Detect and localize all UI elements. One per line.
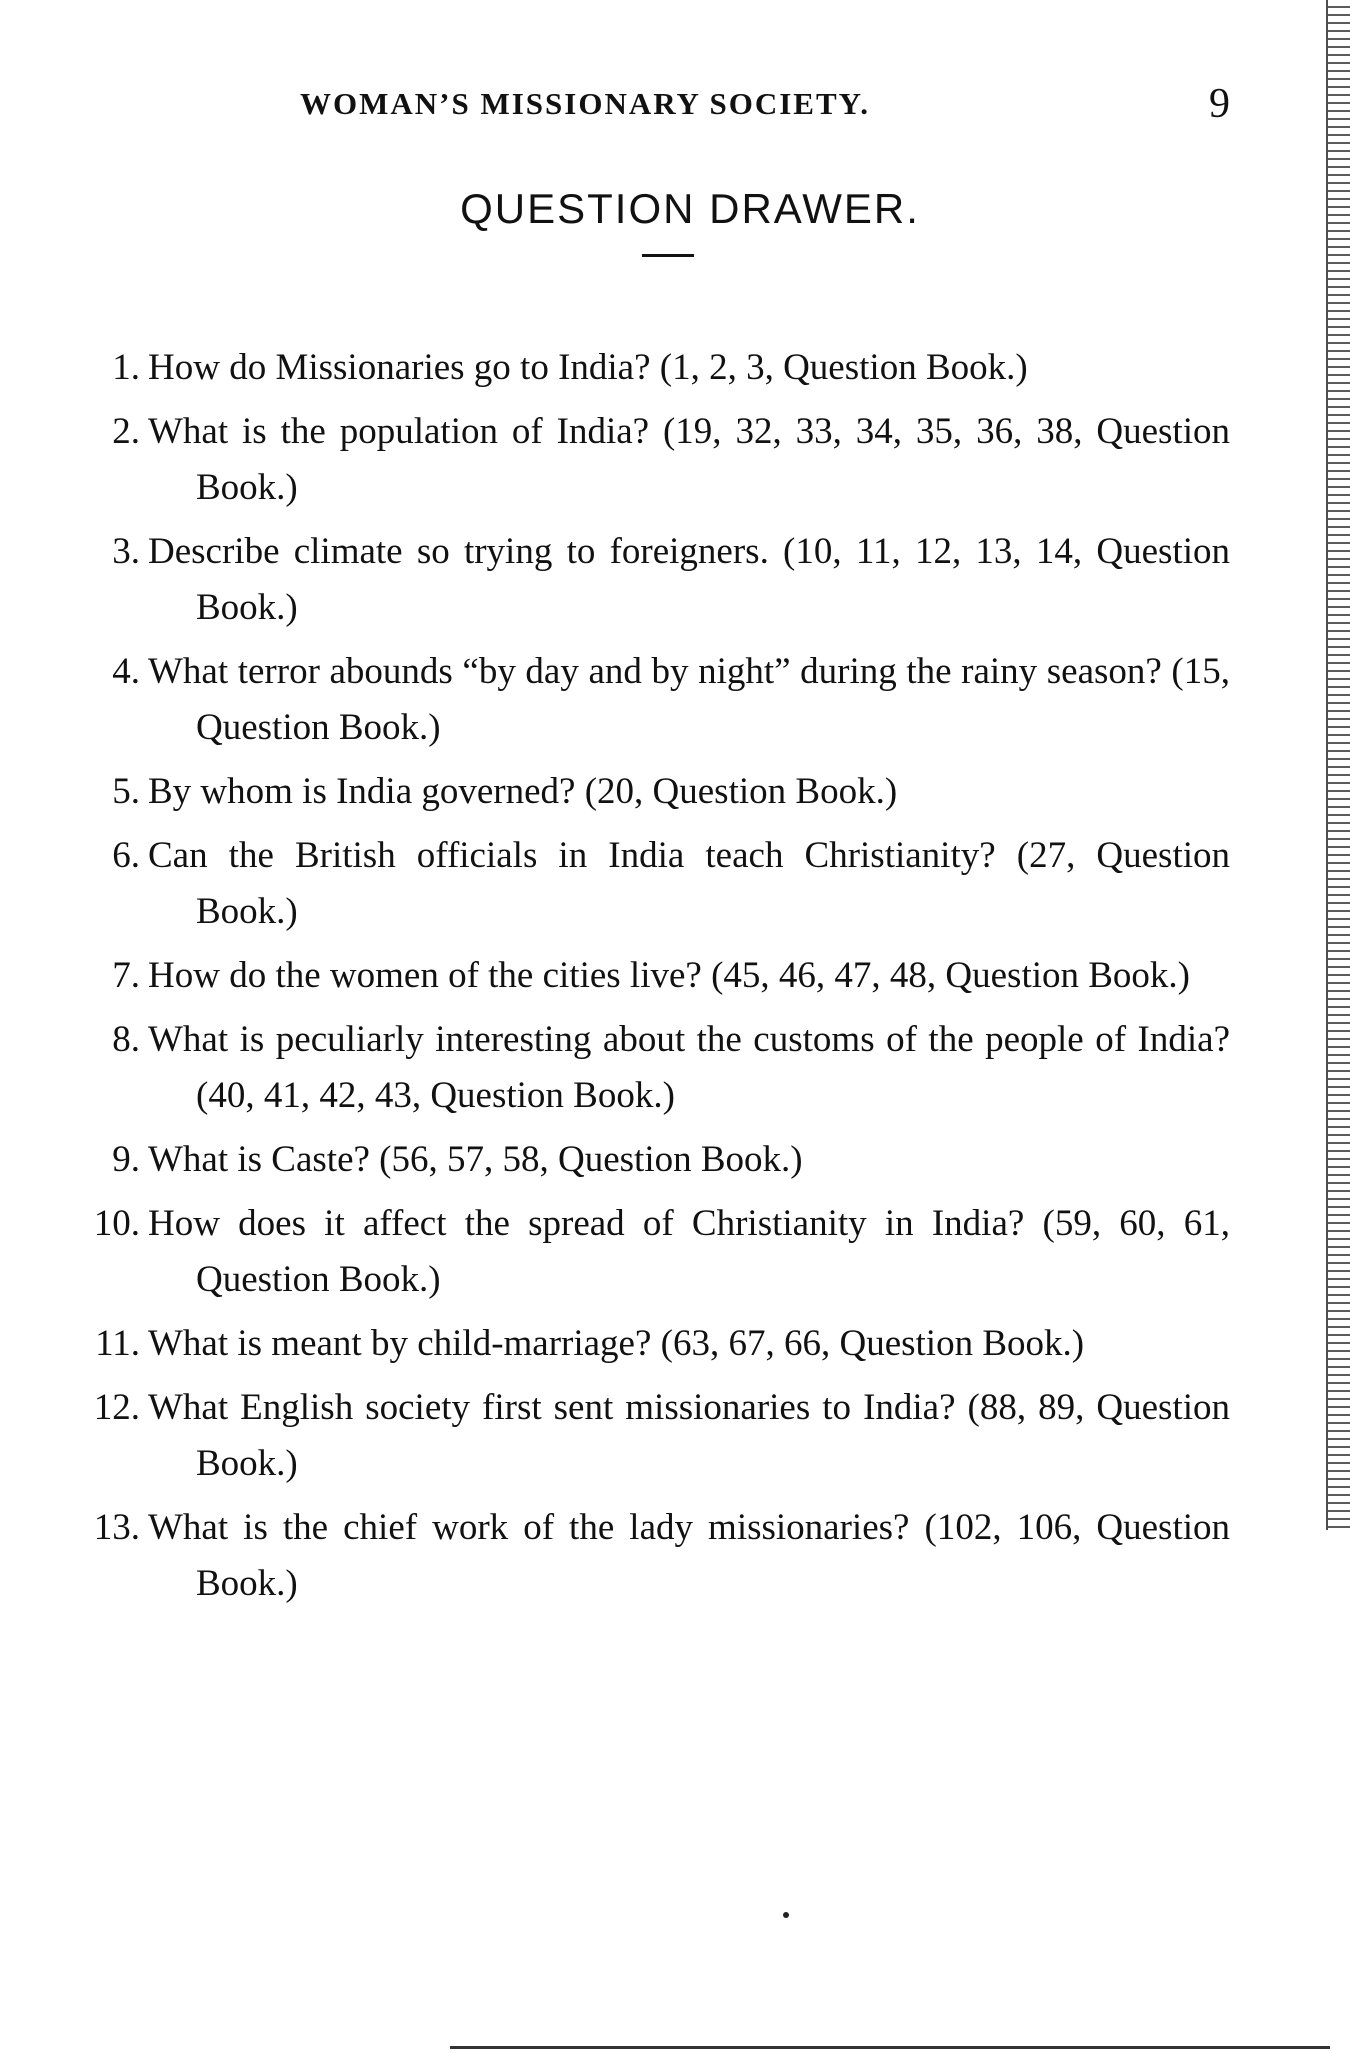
question-item xyxy=(0,644,1350,756)
question-item xyxy=(0,828,1350,940)
question-text: What is Caste? (56, 57, 58, Question Book.) xyxy=(148,1139,803,1180)
question-item xyxy=(0,1380,1350,1492)
question-number: 3. xyxy=(112,531,140,572)
question-number: 1. xyxy=(112,347,140,388)
question-text: How do the women of the cities live? (45, 46, 47, 48, Question Book.) xyxy=(148,955,1190,996)
question-text: How do Missionaries go to India? (1, 2, 3, Question Book.) xyxy=(148,347,1028,388)
question-text: What is the chief work of the lady missionaries? (102, 106, Question Book.) xyxy=(148,1507,1230,1604)
question-number: 13. xyxy=(93,1507,140,1548)
printer-dot xyxy=(783,1912,789,1918)
question-text: Can the British officials in India teach Christianity? (27, Question Book.) xyxy=(148,835,1230,932)
question-number: 11. xyxy=(95,1323,140,1364)
question-number: 2. xyxy=(112,411,140,452)
question-item xyxy=(0,524,1350,636)
question-item xyxy=(0,340,1350,396)
question-item xyxy=(0,1132,1350,1188)
running-head xyxy=(300,80,1240,130)
question-number: 5. xyxy=(112,771,140,812)
question-item xyxy=(0,1012,1350,1124)
scan-bottom-line xyxy=(450,2046,1330,2049)
question-number: 8. xyxy=(112,1019,140,1060)
question-text: Describe climate so trying to foreigners. (10, 11, 12, 13, 14, Question Book.) xyxy=(148,531,1230,628)
question-number: 12. xyxy=(93,1387,140,1428)
question-item xyxy=(0,404,1350,516)
question-text: What is the population of India? (19, 32, 33, 34, 35, 36, 38, Question Book.) xyxy=(148,411,1230,508)
title-rule xyxy=(642,254,694,257)
question-text: What is peculiarly interesting about the customs of the people of India? (40, 41, 42, 43, Question Book.) xyxy=(148,1019,1230,1116)
question-number: 9. xyxy=(112,1139,140,1180)
question-text: What terror abounds “by day and by night” during the rainy season? (15, Question Book.) xyxy=(148,651,1230,748)
question-item xyxy=(0,764,1350,820)
question-number: 10. xyxy=(93,1203,140,1244)
question-text: What is meant by child-marriage? (63, 67, 66, Question Book.) xyxy=(148,1323,1085,1364)
page-number: 9 xyxy=(1209,81,1230,127)
question-number: 7. xyxy=(112,955,140,996)
running-title: WOMAN’S MISSIONARY SOCIETY. xyxy=(300,86,870,121)
question-text: By whom is India governed? (20, Question Book.) xyxy=(148,771,898,812)
question-item xyxy=(0,948,1350,1004)
question-text: How does it affect the spread of Christianity in India? (59, 60, 61, Question Book.) xyxy=(148,1203,1230,1300)
question-number: 6. xyxy=(112,835,140,876)
question-item xyxy=(0,1196,1350,1308)
scan-edge-shadow xyxy=(1326,0,1350,1530)
section-title: QUESTION DRAWER. xyxy=(460,185,920,232)
question-list xyxy=(0,340,1350,1620)
question-item xyxy=(0,1316,1350,1372)
question-text: What English society first sent missionaries to India? (88, 89, Question Book.) xyxy=(148,1387,1230,1484)
question-number: 4. xyxy=(112,651,140,692)
question-item xyxy=(0,1500,1350,1612)
